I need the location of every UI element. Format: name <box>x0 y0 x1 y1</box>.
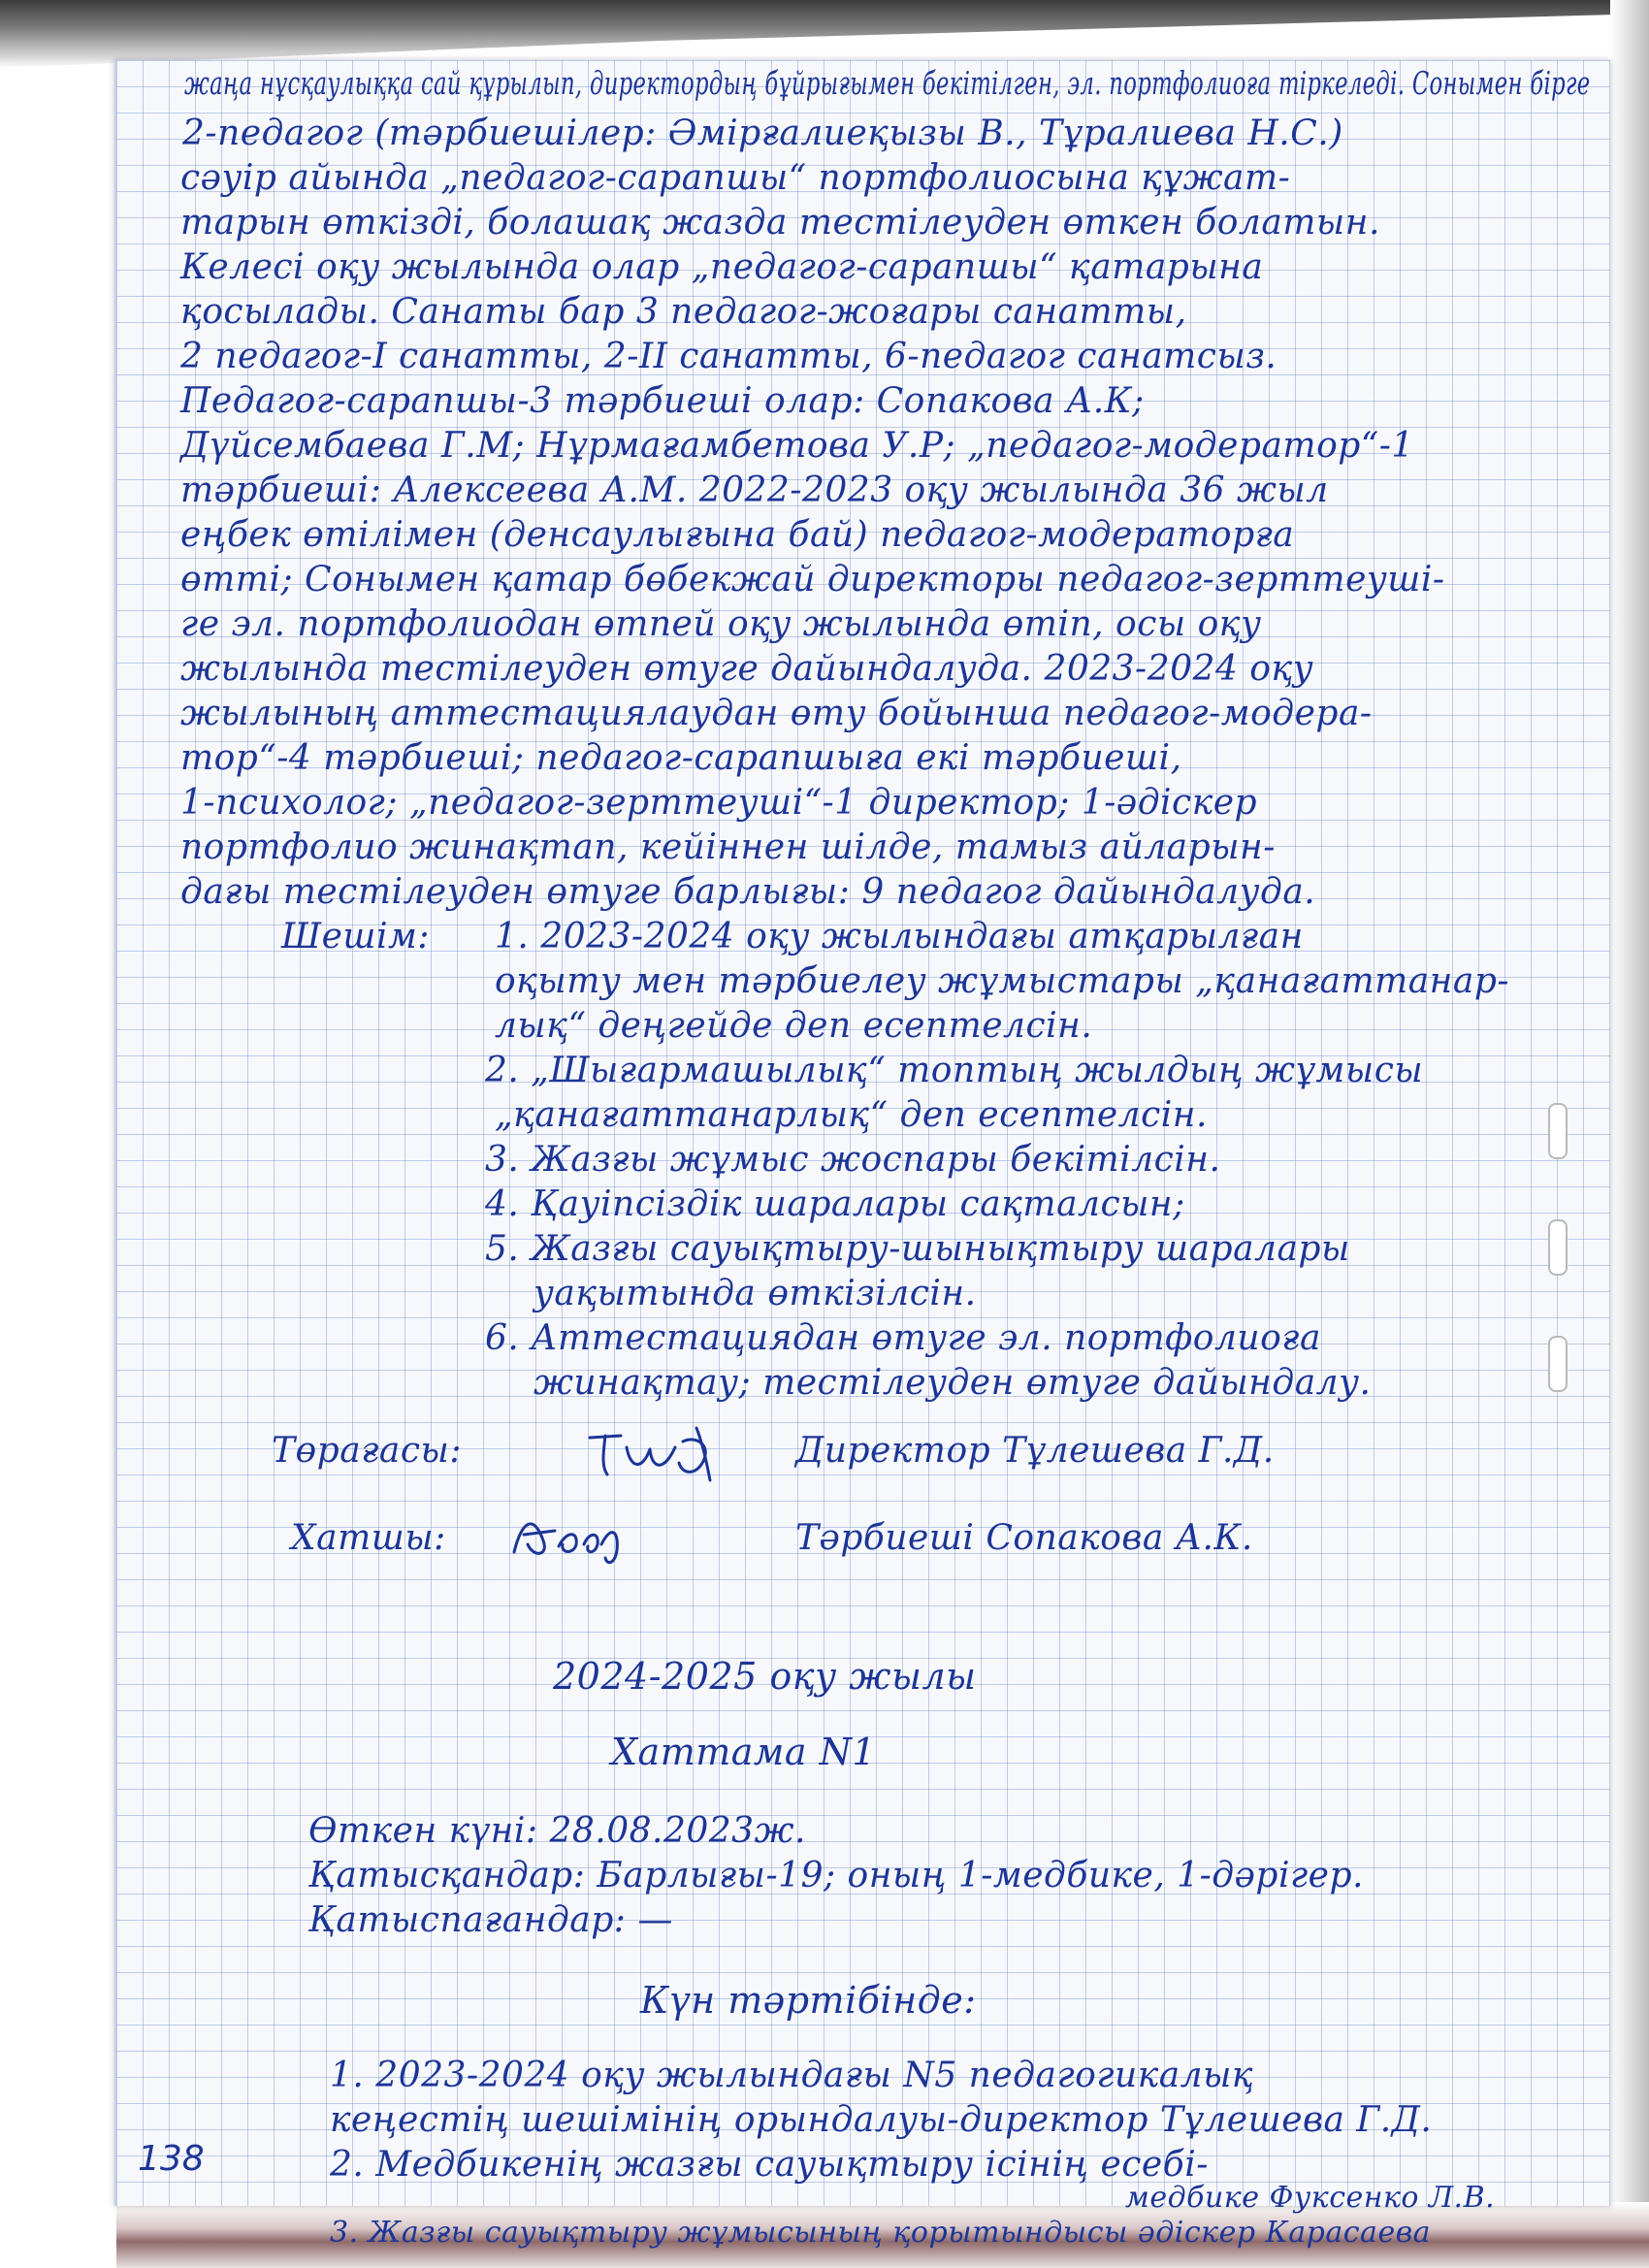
chair-label: Төрағасы: <box>272 1431 462 1471</box>
secretary-label: Хатшы: <box>291 1518 446 1558</box>
text-line: жылының аттестациялаудан өту бойынша педагог-модера- <box>180 694 1373 733</box>
scan-shadow-right <box>1610 0 1649 2268</box>
text-line: тор“-4 тәрбиеші; педагог-сарапшыға екі тәрбиеші, <box>180 738 1182 778</box>
decision-line: оқыту мен тәрбиелеу жұмыстары „қанағаттанар- <box>495 961 1510 1001</box>
text-line: дағы тестілеуден өтуге барлығы: 9 педагог дайындалуда. <box>180 872 1316 912</box>
text-line: сәуір айында „педагог-сарапшы“ портфолиосына құжат- <box>180 158 1291 198</box>
decision-line: 2. „Шығармашылық“ топтың жылдың жұмысы <box>485 1051 1424 1090</box>
decision-line: 1. 2023-2024 оқу жылындағы атқарылған <box>495 917 1304 956</box>
decision-line: 3. Жазғы жұмыс жоспары бекітілсін. <box>485 1140 1221 1180</box>
binding-hole <box>1548 1103 1568 1159</box>
agenda-item: кеңестің шешімінің орындалуы-директор Тұлешева Г.Д. <box>330 2100 1433 2140</box>
text-line: Педагог-сарапшы-3 тәрбиеші олар: Сопакова А.К; <box>180 381 1145 421</box>
decision-line: 6. Аттестациядан өтуге эл. портфолиоға <box>485 1318 1321 1358</box>
text-line: жаңа нұсқаулыққа сай құрылып, директордың бұйрығымен бекітілген, эл. портфолиоға тіркеледі. Сонымен бірге <box>184 64 1591 102</box>
binding-hole <box>1548 1219 1568 1276</box>
text-line: жылында тестілеуден өтуге дайындалуда. 2023-2024 оқу <box>180 649 1314 689</box>
decision-line: уақытында өткізілсін. <box>534 1274 977 1313</box>
agenda-item: 1. 2023-2024 оқу жылындағы N5 педагогикалық <box>330 2056 1254 2095</box>
chair-signature-icon <box>582 1418 757 1486</box>
secretary-name: Тәрбиеші Сопакова А.К. <box>795 1518 1253 1558</box>
text-line: қосылады. Санаты бар 3 педагог-жоғары санатты, <box>180 292 1187 332</box>
decision-line: „қанағаттанарлық“ деп есептелсін. <box>495 1095 1208 1135</box>
scan-shadow-top <box>0 0 1649 68</box>
agenda-item: 2. Медбикенің жазғы сауықтыру ісінің есебі- <box>330 2145 1209 2185</box>
chair-name: Директор Тұлешева Г.Д. <box>795 1431 1275 1471</box>
text-line: портфолио жинақтап, кейіннен шілде, тамыз айларын- <box>180 827 1276 867</box>
text-line: тарын өткізді, болашақ жазда тестілеуден өткен болатын. <box>180 203 1380 243</box>
secretary-signature-icon <box>504 1502 630 1570</box>
text-line: тәрбиеші: Алексеева А.М. 2022-2023 оқу жылында 36 жыл <box>180 470 1329 510</box>
decision-line: 4. Қауіпсіздік шаралары сақталсын; <box>485 1184 1185 1224</box>
text-line: ге эл. портфолиодан өтпей оқу жылында өтіп, осы оқу <box>180 604 1262 644</box>
agenda-item: 3. Жазғы сауықтыру жұмысының қорытындысы әдіскер Карасаева <box>330 2216 1432 2250</box>
text-line: Келесі оқу жылында олар „педагог-сарапшы“ қатарына <box>180 247 1264 287</box>
text-line: 2 педагог-I санатты, 2-II санатты, 6-педагог санатсыз. <box>180 337 1277 376</box>
year-heading: 2024-2025 оқу жылы <box>553 1655 977 1698</box>
decision-line: лық“ деңгейде деп есептелсін. <box>495 1006 1093 1046</box>
decision-line: жинақтау; тестілеуден өтуге дайындалу. <box>534 1363 1372 1403</box>
agenda-heading: Күн тәртібінде: <box>640 1979 977 2022</box>
text-line: 2-педагог (тәрбиешілер: Әмірғалиеқызы В., Тұралиева Н.С.) <box>182 113 1343 153</box>
agenda-item: медбике Фуксенко Л.В. <box>1125 2181 1496 2215</box>
decision-line: 5. Жазғы сауықтыру-шынықтыру шаралары <box>485 1229 1350 1269</box>
decision-label: Шешім: <box>281 917 430 956</box>
text-line: еңбек өтілімен (денсаулығына бай) педагог-модераторға <box>180 515 1295 555</box>
meeting-date: Өткен күні: 28.08.2023ж. <box>308 1811 806 1851</box>
text-line: Дүйсембаева Г.М; Нұрмағамбетова У.Р; „педагог-модератор“-1 <box>180 426 1414 466</box>
binding-hole <box>1548 1336 1568 1392</box>
text-line: 1-психолог; „педагог-зерттеуші“-1 директор; 1-әдіскер <box>180 783 1258 823</box>
absentees: Қатыспағандар: — <box>308 1900 673 1940</box>
text-line: өтті; Сонымен қатар бөбекжай директоры педагог-зерттеуші- <box>180 560 1445 599</box>
page-number: 138 <box>138 2139 205 2179</box>
attendees: Қатысқандар: Барлығы-19; оның 1-медбике, 1-дәрігер. <box>308 1856 1364 1895</box>
protocol-heading: Хаттама N1 <box>611 1731 877 1773</box>
